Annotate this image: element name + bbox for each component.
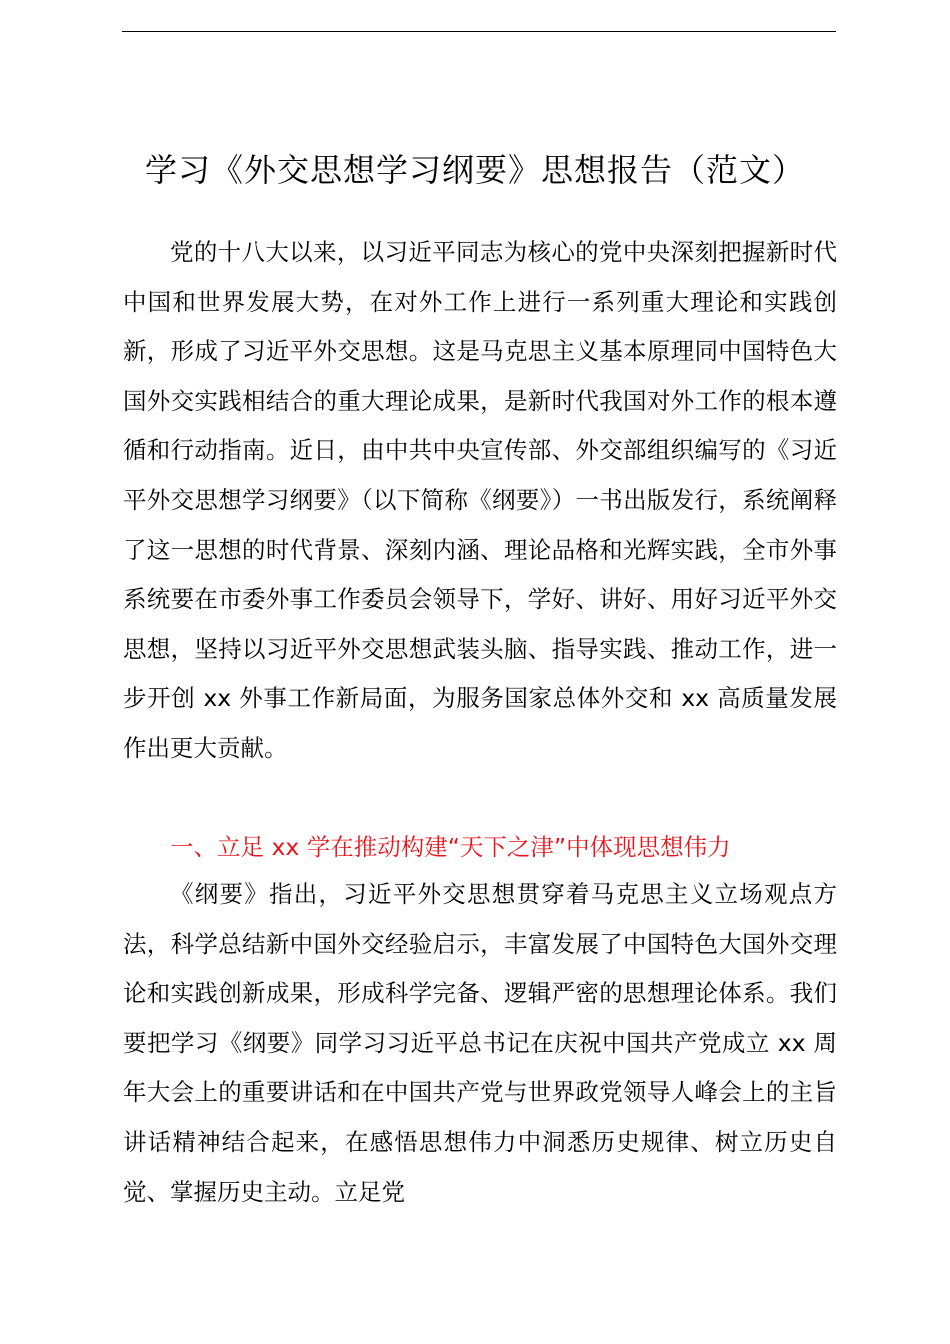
paragraph-intro: 党的十八大以来，以习近平同志为核心的党中央深刻把握新时代中国和世界发展大势，在对外工作上进行一系列重大理论和实践创新，形成了习近平外交思想。这是马克思主义基本原理同中国特色大国外交实践相结合的重大理论成果，是新时代我国对外工作的根本遵循和行动指南。近日，由中共中央宣传部、外交部组织编写的《习近平外交思想学习纲要》（以下简称《纲要》）一书出版发行，系统阐释了这一思想的时代背景、深刻内涵、理论品格和光辉实践，全市外事系统要在市委外事工作委员会领导下，学好、讲好、用好习近平外交思想，坚持以习近平外交思想武装头脑、指导实践、推动工作，进一步开创 xx 外事工作新局面，为服务国家总体外交和 xx 高质量发展作出更大贡献。 <box>123 238 837 762</box>
paragraph-section-one: 《纲要》指出，习近平外交思想贯穿着马克思主义立场观点方法，科学总结新中国外交经验启示，丰富发展了中国特色大国外交理论和实践创新成果，形成科学完备、逻辑严密的思想理论体系。我们要把学习《纲要》同学习习近平总书记在庆祝中国共产党成立 xx 周年大会上的重要讲话和在中国共产党与世界政党领导人峰会上的主旨讲话精神结合起来，在感悟思想伟力中洞悉历史规律、树立历史自觉、掌握历史主动。立足党 <box>123 880 837 1206</box>
header-rule <box>122 31 836 32</box>
section-heading: 一、立足 xx 学在推动构建“天下之津”中体现思想伟力 <box>170 833 731 861</box>
document-title: 学习《外交思想学习纲要》思想报告（范文） <box>144 151 805 189</box>
